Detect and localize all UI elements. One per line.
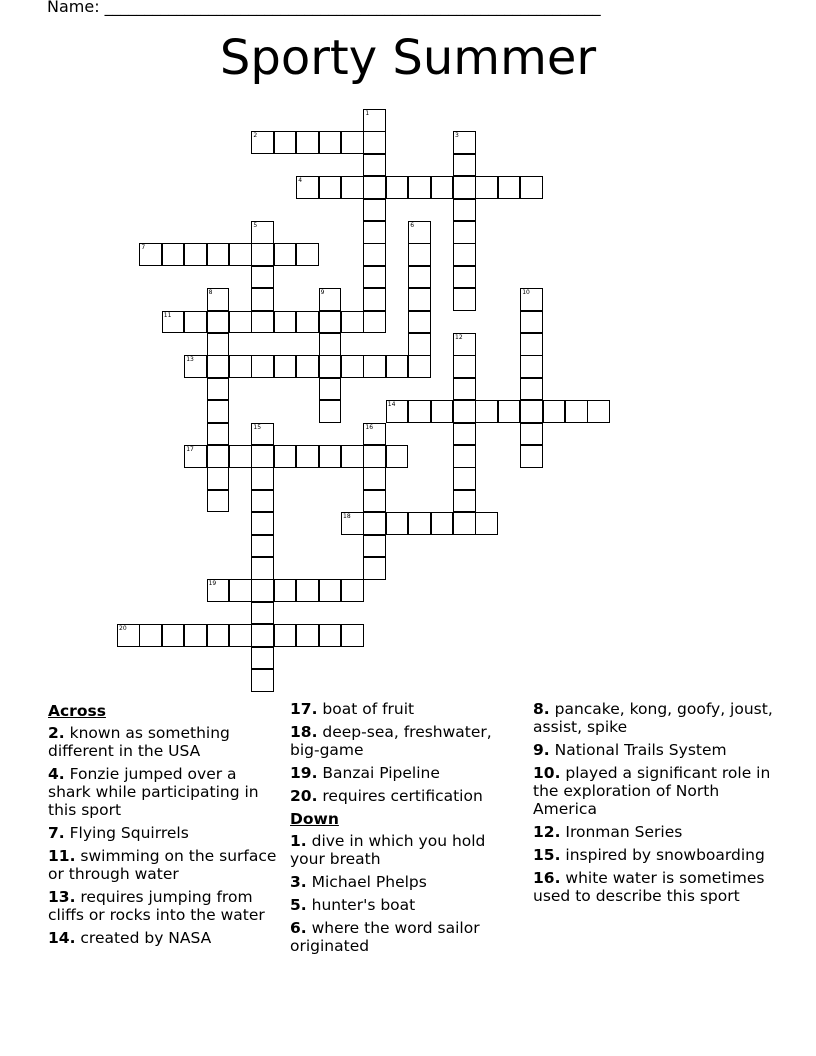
grid-cell[interactable] (453, 154, 476, 177)
grid-cell[interactable] (251, 131, 274, 154)
grid-cell[interactable] (274, 579, 297, 602)
clue-number: 9 (320, 289, 325, 297)
grid-cell[interactable] (363, 311, 386, 334)
grid-cell[interactable] (408, 512, 431, 535)
clue-text: dive in which you hold your breath (290, 832, 486, 868)
clue-number: 15 (253, 423, 262, 431)
grid-cell[interactable] (229, 445, 252, 468)
clue-text: deep-sea, freshwater, big-game (290, 723, 492, 759)
grid-cell[interactable] (251, 445, 274, 468)
clue-column-2 (290, 700, 522, 960)
clue-number: 5 (253, 222, 258, 229)
grid-cell[interactable] (408, 400, 431, 423)
across-clue-list (48, 724, 280, 947)
grid-cell[interactable] (207, 311, 230, 334)
across-clue (48, 824, 280, 842)
grid-cell[interactable] (363, 199, 386, 222)
clue-number-label: 11. (48, 847, 76, 865)
grid-cell[interactable] (296, 579, 319, 602)
grid-cell[interactable] (274, 624, 297, 647)
name-field-label: Name: ______________________________________________________________ (47, 0, 601, 16)
grid-cell[interactable] (431, 176, 454, 199)
clue-number: 20 (119, 625, 127, 633)
grid-cell[interactable] (207, 355, 230, 378)
grid-cell[interactable] (341, 355, 364, 378)
grid-cell[interactable] (363, 131, 386, 154)
grid-cell[interactable] (386, 445, 409, 468)
grid-cell[interactable] (319, 624, 342, 647)
grid-cell[interactable] (229, 311, 252, 334)
grid-cell[interactable] (453, 266, 476, 289)
clue-number: 14 (387, 401, 396, 409)
grid-cell[interactable] (296, 131, 319, 154)
grid-cell[interactable] (363, 535, 386, 558)
grid-cell[interactable] (363, 266, 386, 289)
grid-cell[interactable] (274, 445, 297, 468)
clue-number-label: 2. (48, 724, 65, 742)
grid-cell[interactable] (184, 355, 207, 378)
down-clue (290, 832, 522, 868)
grid-cell[interactable] (184, 311, 207, 334)
grid-cell[interactable] (363, 467, 386, 490)
grid-cell[interactable] (319, 445, 342, 468)
clue-text: Michael Phelps (306, 873, 427, 891)
grid-cell[interactable] (251, 490, 274, 513)
grid-cell[interactable] (363, 243, 386, 266)
across-clue-list-continued (290, 700, 522, 805)
grid-cell[interactable] (251, 557, 274, 580)
grid-cell[interactable] (341, 131, 364, 154)
clue-number-label: 3. (290, 873, 307, 891)
clue-number: 6 (410, 222, 415, 229)
grid-cell[interactable] (453, 490, 476, 513)
grid-cell[interactable] (207, 400, 230, 423)
clue-number: 7 (141, 244, 146, 252)
grid-cell[interactable] (453, 400, 476, 423)
grid-cell[interactable] (319, 311, 342, 334)
grid-cell[interactable] (319, 131, 342, 154)
clue-number-label: 9. (533, 741, 550, 759)
clue-text: pancake, kong, goofy, joust, assist, spike (533, 700, 773, 736)
down-clue-list-continued (533, 700, 773, 905)
clue-number: 17 (186, 446, 194, 453)
grid-cell[interactable] (229, 243, 252, 266)
grid-cell[interactable] (251, 512, 274, 535)
grid-cell[interactable] (363, 423, 386, 446)
grid-cell[interactable] (229, 355, 252, 378)
grid-cell[interactable] (341, 445, 364, 468)
grid-cell[interactable] (453, 445, 476, 468)
grid-cell[interactable] (341, 624, 364, 647)
grid-cell[interactable] (386, 512, 409, 535)
clue-text: swimming on the surface or through water (48, 847, 277, 883)
grid-cell[interactable] (251, 243, 274, 266)
grid-cell[interactable] (207, 243, 230, 266)
grid-cell[interactable] (251, 311, 274, 334)
grid-cell[interactable] (408, 355, 431, 378)
grid-cell[interactable] (408, 311, 431, 334)
grid-cell[interactable] (184, 243, 207, 266)
clue-number-label: 4. (48, 765, 65, 783)
grid-cell[interactable] (296, 176, 319, 199)
grid-cell[interactable] (520, 333, 543, 356)
clue-text: National Trails System (549, 741, 727, 759)
clue-number-label: 16. (533, 869, 561, 887)
grid-cell[interactable] (162, 624, 185, 647)
grid-cell[interactable] (453, 423, 476, 446)
down-clue (290, 873, 522, 891)
grid-cell[interactable] (363, 109, 386, 132)
grid-cell[interactable] (363, 176, 386, 199)
clue-number-label: 19. (290, 764, 318, 782)
grid-cell[interactable] (139, 624, 162, 647)
grid-cell[interactable] (363, 355, 386, 378)
down-clue (533, 741, 773, 759)
grid-cell[interactable] (363, 288, 386, 311)
across-clue (48, 888, 280, 924)
grid-cell[interactable] (207, 445, 230, 468)
grid-cell[interactable] (162, 311, 185, 334)
clue-number: 10 (522, 289, 530, 297)
grid-cell[interactable] (274, 243, 297, 266)
grid-cell[interactable] (520, 311, 543, 334)
grid-cell[interactable] (453, 176, 476, 199)
clue-number: 3 (455, 132, 459, 140)
clue-text: known as something different in the USA (48, 724, 230, 760)
grid-cell[interactable] (251, 467, 274, 490)
clue-number-label: 7. (48, 824, 65, 842)
grid-cell[interactable] (565, 400, 588, 423)
puzzle-title: Sporty Summer (219, 30, 597, 86)
clue-number: 2 (253, 132, 258, 140)
grid-cell[interactable] (207, 624, 230, 647)
across-clue (290, 723, 522, 759)
grid-cell[interactable] (520, 423, 543, 446)
clue-text: created by NASA (75, 929, 212, 947)
grid-cell[interactable] (251, 535, 274, 558)
grid-cell[interactable] (251, 602, 274, 625)
grid-cell[interactable] (207, 378, 230, 401)
grid-cell[interactable] (251, 624, 274, 647)
grid-cell[interactable] (207, 490, 230, 513)
clue-number-label: 6. (290, 919, 307, 937)
grid-cell[interactable] (475, 400, 498, 423)
clue-text: Ironman Series (560, 823, 683, 841)
clue-number-label: 10. (533, 764, 561, 782)
grid-cell[interactable] (363, 154, 386, 177)
clue-column-3 (533, 700, 773, 910)
grid-cell[interactable] (274, 131, 297, 154)
grid-cell[interactable] (363, 221, 386, 244)
grid-cell[interactable] (520, 355, 543, 378)
across-clue (290, 700, 522, 718)
clue-number-label: 12. (533, 823, 561, 841)
grid-cell[interactable] (408, 288, 431, 311)
grid-cell[interactable] (363, 445, 386, 468)
grid-cell[interactable] (386, 400, 409, 423)
grid-cell[interactable] (453, 221, 476, 244)
grid-cell[interactable] (319, 176, 342, 199)
grid-cell[interactable] (207, 423, 230, 446)
grid-cell[interactable] (296, 355, 319, 378)
grid-cell[interactable] (408, 221, 431, 244)
grid-cell[interactable] (408, 176, 431, 199)
grid-cell[interactable] (251, 647, 274, 670)
grid-cell[interactable] (251, 423, 274, 446)
clue-text: where the word sailor originated (290, 919, 480, 955)
clue-number: 19 (208, 580, 217, 588)
clue-number: 11 (163, 311, 172, 319)
grid-cell[interactable] (319, 333, 342, 356)
grid-cell[interactable] (341, 512, 364, 535)
down-heading: Down (290, 810, 339, 828)
grid-cell[interactable] (587, 400, 610, 423)
clue-number: 1 (365, 110, 370, 117)
grid-cell[interactable] (207, 333, 230, 356)
grid-cell[interactable] (274, 355, 297, 378)
clue-text: Fonzie jumped over a shark while participating in this sport (48, 765, 259, 819)
grid-cell[interactable] (520, 288, 543, 311)
clue-text: boat of fruit (317, 700, 415, 718)
across-clue (48, 724, 280, 760)
grid-cell[interactable] (453, 512, 476, 535)
clue-number: 12 (455, 334, 463, 341)
across-clue (48, 929, 280, 947)
grid-cell[interactable] (319, 378, 342, 401)
grid-cell[interactable] (475, 512, 498, 535)
grid-cell[interactable] (408, 333, 431, 356)
down-clue-list (290, 832, 522, 955)
grid-cell[interactable] (319, 288, 342, 311)
down-clue (533, 823, 773, 841)
grid-cell[interactable] (319, 355, 342, 378)
grid-cell[interactable] (363, 557, 386, 580)
grid-cell[interactable] (453, 333, 476, 356)
clue-number-label: 14. (48, 929, 76, 947)
grid-cell[interactable] (341, 579, 364, 602)
grid-cell[interactable] (296, 624, 319, 647)
grid-cell[interactable] (520, 176, 543, 199)
grid-cell[interactable] (184, 624, 207, 647)
clue-number-label: 8. (533, 700, 550, 718)
clue-text: hunter's boat (306, 896, 416, 914)
grid-cell[interactable] (184, 445, 207, 468)
clue-number-label: 15. (533, 846, 561, 864)
grid-cell[interactable] (251, 355, 274, 378)
clue-number-label: 1. (290, 832, 307, 850)
clue-text: played a significant role in the exploration of North America (533, 764, 771, 818)
across-clue (48, 847, 280, 883)
down-clue (290, 919, 522, 955)
clue-text: requires certification (317, 787, 483, 805)
grid-cell[interactable] (296, 243, 319, 266)
grid-cell[interactable] (431, 400, 454, 423)
grid-cell[interactable] (319, 579, 342, 602)
grid-cell[interactable] (408, 266, 431, 289)
across-clue (290, 764, 522, 782)
grid-cell[interactable] (453, 243, 476, 266)
clue-text: white water is sometimes used to describe this sport (533, 869, 765, 905)
grid-cell[interactable] (251, 221, 274, 244)
grid-cell[interactable] (251, 288, 274, 311)
grid-cell[interactable] (251, 669, 274, 692)
clue-number-label: 17. (290, 700, 318, 718)
grid-cell[interactable] (475, 176, 498, 199)
down-clue (533, 846, 773, 864)
grid-cell[interactable] (453, 288, 476, 311)
down-clue (290, 896, 522, 914)
grid-cell[interactable] (498, 176, 521, 199)
grid-cell[interactable] (520, 378, 543, 401)
grid-cell[interactable] (139, 243, 162, 266)
clue-number: 16 (365, 423, 374, 431)
grid-cell[interactable] (543, 400, 566, 423)
grid-cell[interactable] (520, 445, 543, 468)
grid-cell[interactable] (453, 355, 476, 378)
grid-cell[interactable] (431, 512, 454, 535)
clue-text: inspired by snowboarding (560, 846, 765, 864)
grid-cell[interactable] (207, 288, 230, 311)
clue-number-label: 18. (290, 723, 318, 741)
clue-text: Flying Squirrels (64, 824, 189, 842)
grid-cell[interactable] (363, 512, 386, 535)
clue-column-1 (48, 700, 280, 952)
grid-cell[interactable] (453, 467, 476, 490)
grid-cell[interactable] (207, 579, 230, 602)
grid-cell[interactable] (386, 355, 409, 378)
grid-cell[interactable] (229, 579, 252, 602)
across-clue (48, 765, 280, 819)
grid-cell[interactable] (296, 311, 319, 334)
across-clue (290, 787, 522, 805)
grid-cell[interactable] (453, 131, 476, 154)
grid-cell[interactable] (408, 243, 431, 266)
down-clue (533, 764, 773, 818)
grid-cell[interactable] (453, 378, 476, 401)
grid-cell[interactable] (341, 176, 364, 199)
across-heading: Across (48, 702, 106, 720)
grid-cell[interactable] (520, 400, 543, 423)
clue-number: 18 (343, 513, 351, 521)
grid-cell[interactable] (296, 445, 319, 468)
clue-number-label: 5. (290, 896, 307, 914)
grid-cell[interactable] (251, 579, 274, 602)
clue-number: 4 (298, 177, 303, 185)
clue-number-label: 13. (48, 888, 76, 906)
grid-cell[interactable] (363, 490, 386, 513)
grid-cell[interactable] (207, 467, 230, 490)
grid-cell[interactable] (229, 624, 252, 647)
grid-cell[interactable] (319, 400, 342, 423)
clue-number: 13 (186, 356, 194, 364)
grid-cell[interactable] (341, 311, 364, 334)
clue-text: requires jumping from cliffs or rocks into the water (48, 888, 265, 924)
clue-number: 8 (208, 289, 213, 297)
grid-cell[interactable] (162, 243, 185, 266)
clue-text: Banzai Pipeline (317, 764, 440, 782)
grid-cell[interactable] (117, 624, 140, 647)
grid-cell[interactable] (274, 311, 297, 334)
down-clue (533, 869, 773, 905)
down-clue (533, 700, 773, 736)
grid-cell[interactable] (251, 266, 274, 289)
grid-cell[interactable] (386, 176, 409, 199)
clue-number-label: 20. (290, 787, 318, 805)
grid-cell[interactable] (498, 400, 521, 423)
grid-cell[interactable] (453, 199, 476, 222)
